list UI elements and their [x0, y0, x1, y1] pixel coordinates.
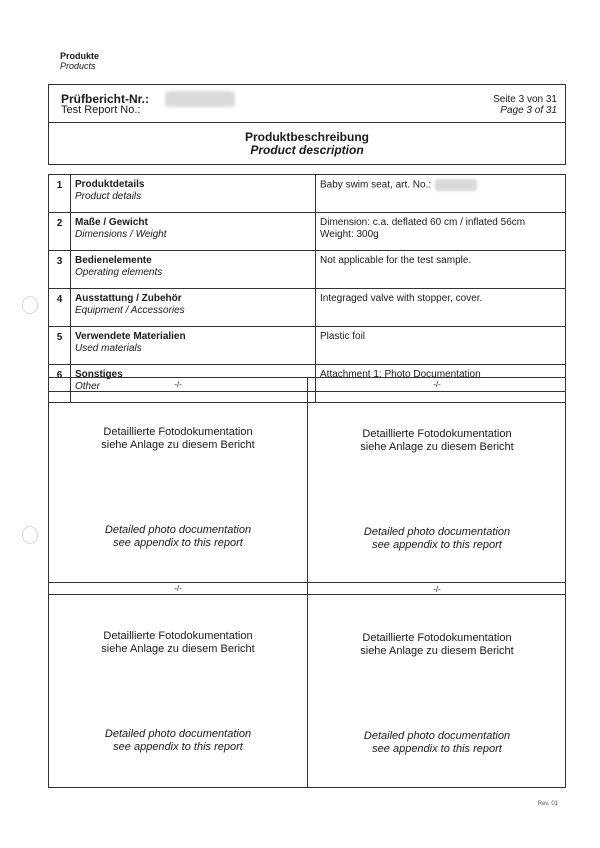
row-label: [71, 289, 316, 327]
product-details-table: [48, 174, 566, 403]
value-text-2: Weight: 300g: [320, 229, 379, 240]
row-number: 3: [49, 251, 71, 289]
label-en: Equipment / Accessories: [75, 305, 185, 316]
table-row: [49, 175, 566, 213]
photo-placeholder-en: [49, 728, 307, 754]
department-de: Produkte: [60, 51, 100, 61]
label-en: Other: [75, 381, 101, 392]
photo-note-de-1: Detaillierte Fotodokumentation: [362, 428, 512, 440]
photo-caption: -/-: [174, 380, 182, 389]
label-de: Produktdetails: [75, 179, 145, 190]
row-number: 1: [49, 175, 71, 213]
value-text: Baby swim seat, art. No.:: [320, 179, 432, 191]
punch-hole-mark: [22, 296, 38, 314]
row-label: [71, 251, 316, 289]
label-de: Bedienelemente: [75, 255, 152, 266]
photo-note-de-2: siehe Anlage zu diesem Bericht: [360, 645, 514, 657]
photo-note-en-1: Detailed photo documentation: [363, 730, 511, 742]
row-value: Not applicable for the test sample.: [316, 251, 566, 289]
grid-divider: [49, 594, 565, 595]
revision-label: Rev. 01: [537, 801, 558, 807]
row-value: [316, 213, 566, 251]
photo-documentation-grid: [48, 377, 566, 788]
row-value: Attachment 1: Photo Documentation: [316, 365, 566, 403]
photo-note-en-1: Detailed photo documentation: [104, 524, 252, 536]
page-number: Seite 3 von 31: [493, 94, 557, 105]
row-value: Plastic foil: [316, 327, 566, 365]
section-title: Produktbeschreibung: [244, 130, 369, 144]
row-value: Integraged valve with stopper, cover.: [316, 289, 566, 327]
label-de: Verwendete Materialien: [75, 331, 186, 342]
label-en: Used materials: [75, 343, 142, 354]
report-number-label-en: Test Report No.:: [61, 104, 141, 116]
photo-note-en-1: Detailed photo documentation: [104, 728, 252, 740]
grid-divider: [49, 582, 565, 583]
section-title-en: Product description: [250, 143, 364, 157]
photo-note-de-2: siehe Anlage zu diesem Bericht: [101, 439, 255, 451]
photo-note-de-1: Detaillierte Fotodokumentation: [103, 630, 253, 642]
table-row: [49, 289, 566, 327]
photo-caption: -/-: [174, 584, 182, 593]
photo-note-en-2: see appendix to this report: [113, 537, 243, 549]
redacted-report-number: [165, 91, 235, 107]
photo-note-de-2: siehe Anlage zu diesem Bericht: [360, 441, 514, 453]
page-number-en: Page 3 of 31: [500, 105, 557, 116]
report-header: [48, 84, 566, 165]
row-label: [71, 327, 316, 365]
label-de: Maße / Gewicht: [75, 217, 148, 228]
row-number: 4: [49, 289, 71, 327]
table-row: [49, 251, 566, 289]
redacted-article-number: [435, 179, 477, 191]
photo-note-de-1: Detaillierte Fotodokumentation: [103, 426, 253, 438]
value-text: Dimension: c.a. deflated 60 cm / inflated 56cm: [320, 217, 526, 228]
photo-placeholder-de: [49, 630, 307, 656]
photo-placeholder-de: [49, 426, 307, 452]
photo-caption: -/-: [433, 585, 441, 594]
photo-placeholder-en: [308, 526, 566, 552]
department-en: Products: [60, 61, 96, 71]
label-en: Product details: [75, 191, 142, 202]
photo-placeholder-en: [308, 730, 566, 756]
table-row: [49, 213, 566, 251]
row-label: [71, 175, 316, 213]
header-divider: [49, 122, 565, 123]
row-number: 2: [49, 213, 71, 251]
label-de: Ausstattung / Zubehör: [75, 293, 182, 304]
table-row: [49, 327, 566, 365]
row-number: 6: [49, 365, 71, 403]
row-number: 5: [49, 327, 71, 365]
photo-note-en-1: Detailed photo documentation: [363, 526, 511, 538]
label-en: Dimensions / Weight: [75, 229, 167, 240]
label-de: Sonstiges: [75, 369, 123, 380]
report-number-label: Prüfbericht-Nr.:: [61, 92, 150, 106]
photo-note-en-2: see appendix to this report: [113, 741, 243, 753]
punch-hole-mark: [22, 526, 38, 544]
photo-placeholder-de: [308, 632, 566, 658]
photo-placeholder-de: [308, 428, 566, 454]
label-en: Operating elements: [75, 267, 163, 278]
photo-note-en-2: see appendix to this report: [372, 743, 502, 755]
grid-divider: [49, 391, 565, 392]
department-label: [60, 51, 99, 71]
photo-note-de-2: siehe Anlage zu diesem Bericht: [101, 643, 255, 655]
photo-placeholder-en: [49, 524, 307, 550]
row-label: [71, 213, 316, 251]
photo-note-en-2: see appendix to this report: [372, 539, 502, 551]
photo-note-de-1: Detaillierte Fotodokumentation: [362, 632, 512, 644]
row-value: [316, 175, 566, 213]
photo-caption: -/-: [433, 380, 441, 389]
